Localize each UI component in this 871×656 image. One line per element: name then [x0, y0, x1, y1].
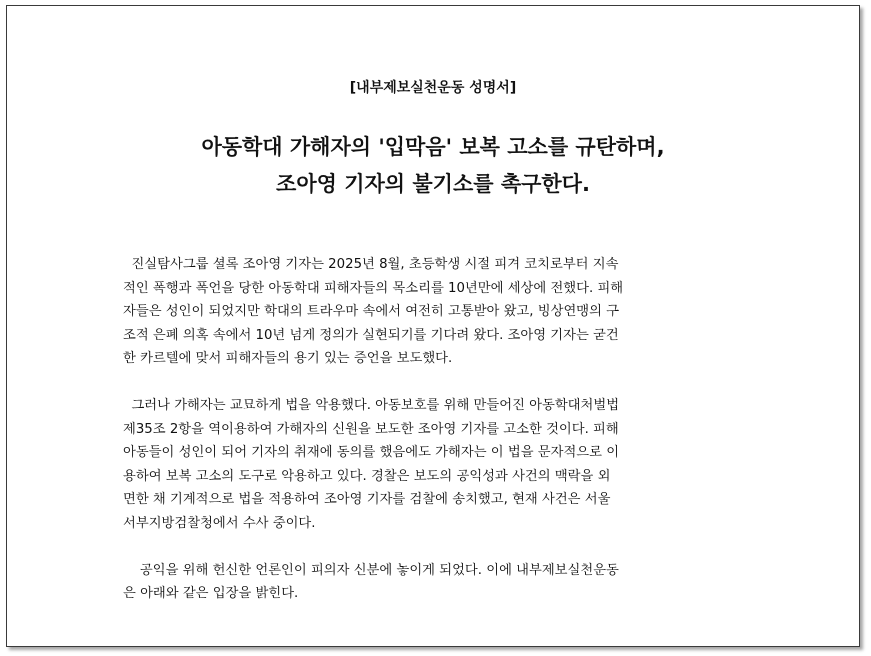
text-line: 제35조 2항을 역이용하여 가해자의 신원을 보도한 조아영 기자를 고소한 것이다. 피해 — [123, 421, 619, 437]
text-line: 자들은 성인이 되었지만 학대의 트라우마 속에서 여전히 고통받아 왔고, 빙상연맹의 구 — [123, 304, 620, 320]
document-page — [6, 5, 860, 647]
text-line: 진실탐사그룹 셜록 조아영 기자는 2025년 8월, 초등학생 시절 피겨 코치로부터 지속 — [123, 257, 619, 272]
text-line: 은 아래와 같은 입장을 밝힌다. — [123, 586, 299, 602]
text-line: 서부지방검찰청에서 수사 중이다. — [123, 515, 316, 531]
paragraph-3 — [123, 559, 748, 606]
statement-body — [123, 253, 748, 606]
text-line: 한 카르텔에 맞서 피해자들의 용기 있는 증언을 보도했다. — [123, 351, 453, 367]
text-line: 조적 은폐 의혹 속에서 10년 넘게 정의가 실현되기를 기다려 왔다. 조아영 기자는 굳건 — [123, 327, 619, 343]
text-line: 적인 폭행과 폭언을 당한 아동학대 피해자들의 목소리를 10년만에 세상에 전했다. 피해 — [123, 280, 624, 296]
text-line: 그러나 가해자는 교묘하게 법을 악용했다. 아동보호를 위해 만들어진 아동학대처벌법 — [123, 397, 620, 413]
paragraph-1 — [123, 253, 748, 371]
statement-tag: [내부제보실천운동 성명서] — [349, 80, 517, 96]
paragraph-2 — [123, 394, 748, 536]
text-line: 면한 채 기계적으로 법을 적용하여 조아영 기자를 검찰에 송치했고, 현재 사건은 서울 — [123, 492, 611, 508]
title-line-1: 아동학대 가해자의 '입막음' 보복 고소를 규탄하며, — [201, 135, 665, 159]
text-line: 공익을 위해 헌신한 언론인이 피의자 신분에 놓이게 되었다. 이에 내부제보실천운동 — [123, 562, 619, 578]
text-line: 용하여 보복 고소의 도구로 악용하고 있다. 경찰은 보도의 공익성과 사건의 맥락을 외 — [123, 468, 611, 484]
title-line-2: 조아영 기자의 불기소를 촉구한다. — [276, 172, 590, 196]
text-line: 아동들이 성인이 되어 기자의 취재에 동의를 했음에도 가해자는 이 법을 문자적으로 이 — [123, 445, 620, 461]
